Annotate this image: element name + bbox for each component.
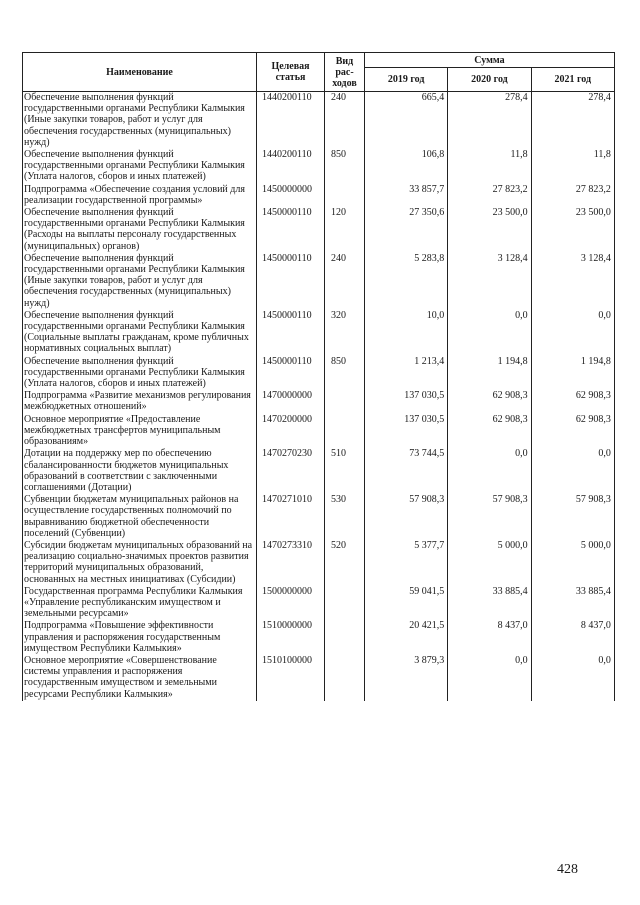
row-sum-2019: 5 377,7 [365, 540, 448, 586]
row-sum-2021: 278,4 [531, 92, 614, 150]
row-sum-2019: 106,8 [365, 149, 448, 184]
row-sum-2021: 0,0 [531, 448, 614, 494]
table-row [23, 655, 615, 701]
budget-table [22, 52, 615, 701]
row-expense-type: 320 [325, 310, 365, 356]
row-sum-2021: 27 823,2 [531, 184, 614, 207]
table-row [23, 184, 615, 207]
row-name: Обеспечение выполнения функций государственными органами Республики Калмыкия (Расходы на выплаты персоналу государственных (муниципальных) органов) [23, 207, 257, 253]
row-expense-type: 850 [325, 149, 365, 184]
row-expense-type [325, 586, 365, 621]
row-expense-type [325, 390, 365, 413]
row-target-code: 1510000000 [257, 620, 325, 655]
row-expense-type [325, 414, 365, 449]
row-sum-2019: 665,4 [365, 92, 448, 150]
row-target-code: 1440200110 [257, 92, 325, 150]
row-expense-type: 510 [325, 448, 365, 494]
table-row [23, 310, 615, 356]
row-sum-2020: 3 128,4 [448, 253, 531, 310]
row-expense-type: 850 [325, 356, 365, 391]
row-name: Обеспечение выполнения функций государственными органами Республики Калмыкия (Иные закупки товаров, работ и услуг для обеспечения государственных (муниципальных) нужд) [23, 253, 257, 310]
row-sum-2021: 0,0 [531, 310, 614, 356]
table-row [23, 620, 615, 655]
row-target-code: 1450000110 [257, 253, 325, 310]
table-row [23, 448, 615, 494]
row-target-code: 1470270230 [257, 448, 325, 494]
row-sum-2021: 62 908,3 [531, 390, 614, 413]
row-target-code: 1450000110 [257, 356, 325, 391]
row-target-code: 1470000000 [257, 390, 325, 413]
row-sum-2020: 62 908,3 [448, 390, 531, 413]
row-expense-type [325, 184, 365, 207]
table-row [23, 540, 615, 586]
table-row [23, 494, 615, 540]
row-name: Дотации на поддержку мер по обеспечению сбалансированности бюджетов муниципальных образований в соответствии с заключенными соглашениями (Дотации) [23, 448, 257, 494]
page-number: 428 [557, 862, 578, 877]
row-sum-2019: 33 857,7 [365, 184, 448, 207]
row-target-code: 1470200000 [257, 414, 325, 449]
column-header-sum: Сумма [365, 53, 615, 68]
row-sum-2021: 23 500,0 [531, 207, 614, 253]
row-target-code: 1500000000 [257, 586, 325, 621]
column-header-2019: 2019 год [365, 68, 448, 92]
row-sum-2021: 1 194,8 [531, 356, 614, 391]
table-row [23, 414, 615, 449]
row-sum-2020: 27 823,2 [448, 184, 531, 207]
row-expense-type: 240 [325, 253, 365, 310]
row-expense-type [325, 655, 365, 701]
row-sum-2019: 20 421,5 [365, 620, 448, 655]
row-target-code: 1450000110 [257, 207, 325, 253]
row-expense-type: 530 [325, 494, 365, 540]
row-sum-2021: 57 908,3 [531, 494, 614, 540]
row-sum-2019: 1 213,4 [365, 356, 448, 391]
row-sum-2021: 5 000,0 [531, 540, 614, 586]
table-header [23, 53, 615, 92]
row-sum-2019: 3 879,3 [365, 655, 448, 701]
row-sum-2020: 0,0 [448, 310, 531, 356]
table-row [23, 586, 615, 621]
row-sum-2019: 5 283,8 [365, 253, 448, 310]
row-sum-2021: 3 128,4 [531, 253, 614, 310]
row-sum-2021: 11,8 [531, 149, 614, 184]
table-row [23, 207, 615, 253]
row-name: Обеспечение выполнения функций государственными органами Республики Калмыкия (Иные закупки товаров, работ и услуг для обеспечения государственных (муниципальных) нужд) [23, 92, 257, 150]
row-target-code: 1470273310 [257, 540, 325, 586]
table-row [23, 92, 615, 150]
row-sum-2019: 27 350,6 [365, 207, 448, 253]
row-name: Основное мероприятие «Совершенствование системы управления и распоряжения государственным имуществом и земельными ресурсами Республики Калмыкия» [23, 655, 257, 701]
row-target-code: 1510100000 [257, 655, 325, 701]
table-row [23, 390, 615, 413]
table-row [23, 356, 615, 391]
row-sum-2020: 23 500,0 [448, 207, 531, 253]
row-sum-2020: 11,8 [448, 149, 531, 184]
row-target-code: 1450000110 [257, 310, 325, 356]
row-expense-type: 240 [325, 92, 365, 150]
row-sum-2019: 137 030,5 [365, 414, 448, 449]
table-row [23, 149, 615, 184]
table-row [23, 253, 615, 310]
row-sum-2021: 8 437,0 [531, 620, 614, 655]
row-sum-2019: 137 030,5 [365, 390, 448, 413]
row-sum-2019: 73 744,5 [365, 448, 448, 494]
row-name: Подпрограмма «Обеспечение создания условий для реализации государственной программы» [23, 184, 257, 207]
row-expense-type: 520 [325, 540, 365, 586]
row-sum-2021: 62 908,3 [531, 414, 614, 449]
row-expense-type [325, 620, 365, 655]
row-target-code: 1440200110 [257, 149, 325, 184]
row-sum-2020: 0,0 [448, 655, 531, 701]
row-sum-2019: 59 041,5 [365, 586, 448, 621]
row-name: Обеспечение выполнения функций государственными органами Республики Калмыкия (Социальные выплаты гражданам, кроме публичных нормативных социальных выплат) [23, 310, 257, 356]
column-header-name: Наименование [23, 53, 257, 92]
row-sum-2020: 278,4 [448, 92, 531, 150]
row-name: Государственная программа Республики Калмыкия «Управление республиканским имуществом и земельными ресурсами» [23, 586, 257, 621]
row-target-code: 1450000000 [257, 184, 325, 207]
table-body [23, 92, 615, 701]
row-name: Подпрограмма «Повышение эффективности управления и распоряжения государственным имуществом Республики Калмыкия» [23, 620, 257, 655]
row-name: Обеспечение выполнения функций государственными органами Республики Калмыкия (Уплата налогов, сборов и иных платежей) [23, 356, 257, 391]
row-sum-2021: 0,0 [531, 655, 614, 701]
column-header-expense-type: Вид рас-ходов [325, 53, 365, 92]
column-header-2021: 2021 год [531, 68, 614, 92]
row-name: Основное мероприятие «Предоставление межбюджетных трансфертов муниципальным образованиям» [23, 414, 257, 449]
row-sum-2019: 57 908,3 [365, 494, 448, 540]
row-sum-2020: 5 000,0 [448, 540, 531, 586]
row-sum-2020: 57 908,3 [448, 494, 531, 540]
row-sum-2019: 10,0 [365, 310, 448, 356]
row-name: Подпрограмма «Развитие механизмов регулирования межбюджетных отношений» [23, 390, 257, 413]
row-sum-2020: 62 908,3 [448, 414, 531, 449]
row-sum-2021: 33 885,4 [531, 586, 614, 621]
row-sum-2020: 1 194,8 [448, 356, 531, 391]
row-sum-2020: 0,0 [448, 448, 531, 494]
column-header-code: Целевая статья [257, 53, 325, 92]
row-sum-2020: 33 885,4 [448, 586, 531, 621]
row-name: Субвенции бюджетам муниципальных районов на осуществление государственных полномочий по выравниванию бюджетной обеспеченности поселений (Субвенции) [23, 494, 257, 540]
row-name: Субсидии бюджетам муниципальных образований на реализацию социально-значимых проектов развития территорий муниципальных образований, основанных на местных инициативах (Субсидии) [23, 540, 257, 586]
column-header-2020: 2020 год [448, 68, 531, 92]
row-name: Обеспечение выполнения функций государственными органами Республики Калмыкия (Уплата налогов, сборов и иных платежей) [23, 149, 257, 184]
row-sum-2020: 8 437,0 [448, 620, 531, 655]
row-target-code: 1470271010 [257, 494, 325, 540]
row-expense-type: 120 [325, 207, 365, 253]
